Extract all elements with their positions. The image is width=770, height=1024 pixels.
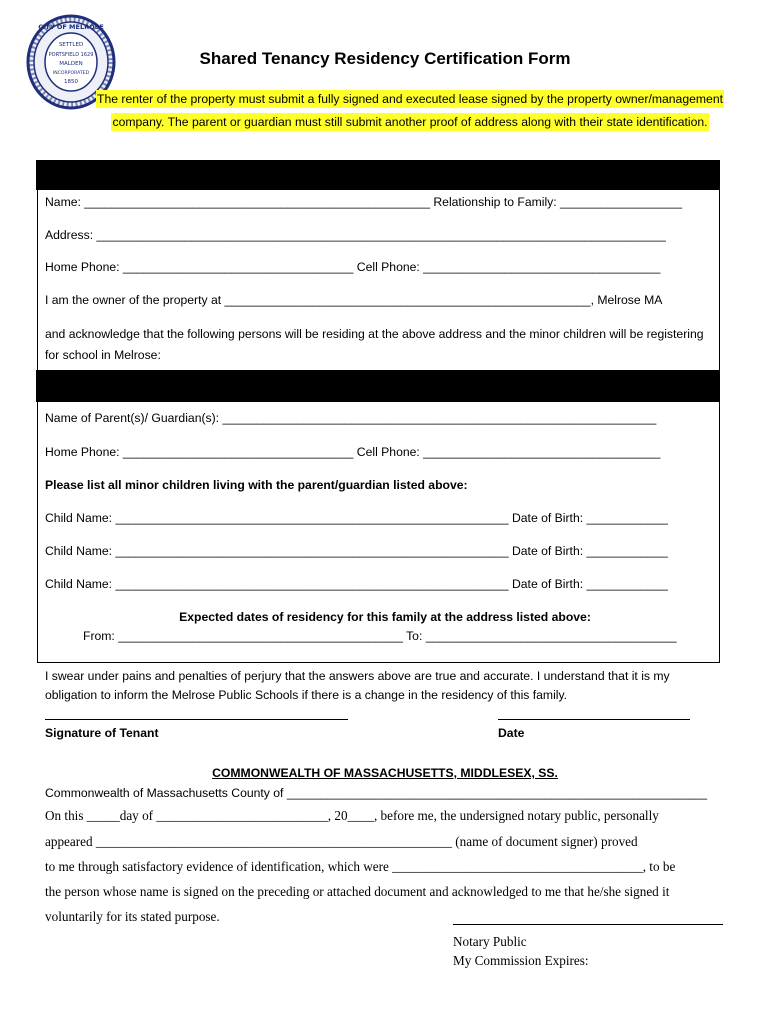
child-dob-field-1[interactable]: ____________ xyxy=(586,511,668,525)
notary-line-4: the person whose name is signed on the preceding or attached document and acknowledged to me that he/she signed it xyxy=(45,884,670,899)
svg-text:1850: 1850 xyxy=(64,79,78,85)
owner-address-field[interactable]: ____________________________________________________________________________________ xyxy=(96,228,666,242)
owner-name-field[interactable]: ___________________________________________________ xyxy=(84,195,430,209)
svg-text:INCORPORATED: INCORPORATED xyxy=(52,71,90,76)
svg-text:SETTLED: SETTLED xyxy=(58,42,84,48)
perjury-statement: I swear under pains and penalties of perjury that the answers above are true and accurate. I understand that it is my obligation to inform the Melrose Public Schools if there is a change in the residency of this family. xyxy=(45,669,670,702)
child-row-3: Child Name: __________________________________________________________ Date of Birth: ____________ xyxy=(45,577,668,591)
notary-line-3: to me through satisfactory evidence of identification, which were ______________________________________, to be xyxy=(45,859,676,874)
property-address-field[interactable]: ______________________________________________________ xyxy=(224,293,591,307)
commission-expires-label: My Commission Expires: xyxy=(453,953,589,968)
owner-section-header-bar xyxy=(36,160,720,190)
owner-cell-phone-field[interactable]: ___________________________________ xyxy=(423,260,661,274)
child-dob-field-2[interactable]: ____________ xyxy=(586,544,668,558)
form-title: Shared Tenancy Residency Certification Form xyxy=(199,49,571,68)
residency-dates-row: From: __________________________________________ To: _____________________________________ xyxy=(83,629,677,643)
family-cell-phone-field[interactable]: ___________________________________ xyxy=(423,445,661,459)
svg-text:MALDEN: MALDEN xyxy=(59,61,83,67)
owner-phone-row: Home Phone: __________________________________ Cell Phone: ___________________________________ xyxy=(45,260,661,274)
notary-signature-line[interactable] xyxy=(453,924,723,925)
owner-address-row: Address: ____________________________________________________________________________________ xyxy=(45,228,666,242)
family-section-header-bar xyxy=(36,370,720,402)
highlighted-notice xyxy=(90,88,730,133)
date-label: Date xyxy=(498,726,525,740)
child-name-field-3[interactable]: __________________________________________________________ xyxy=(115,577,509,591)
signature-line[interactable] xyxy=(45,719,348,720)
child-row-1: Child Name: __________________________________________________________ Date of Birth: ____________ xyxy=(45,511,668,525)
family-phone-row: Home Phone: __________________________________ Cell Phone: ___________________________________ xyxy=(45,445,661,459)
family-home-phone-field[interactable]: __________________________________ xyxy=(122,445,354,459)
svg-text:PORTSFIELD 1629: PORTSFIELD 1629 xyxy=(48,52,94,58)
notary-line-2: appeared ______________________________________________________ (name of document signer) proved xyxy=(45,834,638,849)
county-field[interactable]: ______________________________________________________________ xyxy=(286,786,708,800)
acknowledgement-text: and acknowledge that the following persons will be residing at the above address and the minor children will be registering for school in Melrose: xyxy=(45,327,704,362)
notary-public-label: Notary Public xyxy=(453,934,527,949)
owner-home-phone-field[interactable]: __________________________________ xyxy=(122,260,354,274)
child-name-field-2[interactable]: __________________________________________________________ xyxy=(115,544,509,558)
notary-heading: COMMONWEALTH OF MASSACHUSETTS, MIDDLESEX, SS. xyxy=(212,766,558,780)
owner-property-row: I am the owner of the property at ______________________________________________________, Melrose MA xyxy=(45,293,663,307)
signature-label: Signature of Tenant xyxy=(45,726,159,740)
relationship-field[interactable]: __________________ xyxy=(560,195,683,209)
svg-text:CITY OF MELROSE: CITY OF MELROSE xyxy=(38,23,104,31)
parent-row: Name of Parent(s)/ Guardian(s): ________________________________________________________________ xyxy=(45,411,657,425)
child-name-field-1[interactable]: __________________________________________________________ xyxy=(115,511,509,525)
owner-name-row: Name: ___________________________________________________ Relationship to Family: __________________ xyxy=(45,195,683,209)
notary-line-1: On this _____day of __________________________, 20____, before me, the undersigned notary public, personally xyxy=(45,808,659,823)
notary-line-5: voluntarily for its stated purpose. xyxy=(45,909,220,924)
child-row-2: Child Name: __________________________________________________________ Date of Birth: ____________ xyxy=(45,544,668,558)
to-date-field[interactable]: _____________________________________ xyxy=(425,629,677,643)
parent-name-field[interactable]: ________________________________________________________________ xyxy=(222,411,657,425)
children-heading: Please list all minor children living with the parent/guardian listed above: xyxy=(45,478,468,492)
residency-dates-heading: Expected dates of residency for this family at the address listed above: xyxy=(179,610,591,624)
county-row: Commonwealth of Massachusetts County of ______________________________________________________________ xyxy=(45,786,708,800)
child-dob-field-3[interactable]: ____________ xyxy=(586,577,668,591)
notice-text: The renter of the property must submit a fully signed and executed lease signed by the property owner/management company. The parent or guardian must still submit another proof of address along with their state identification. xyxy=(97,92,723,129)
from-date-field[interactable]: __________________________________________ xyxy=(118,629,403,643)
date-line[interactable] xyxy=(498,719,690,720)
